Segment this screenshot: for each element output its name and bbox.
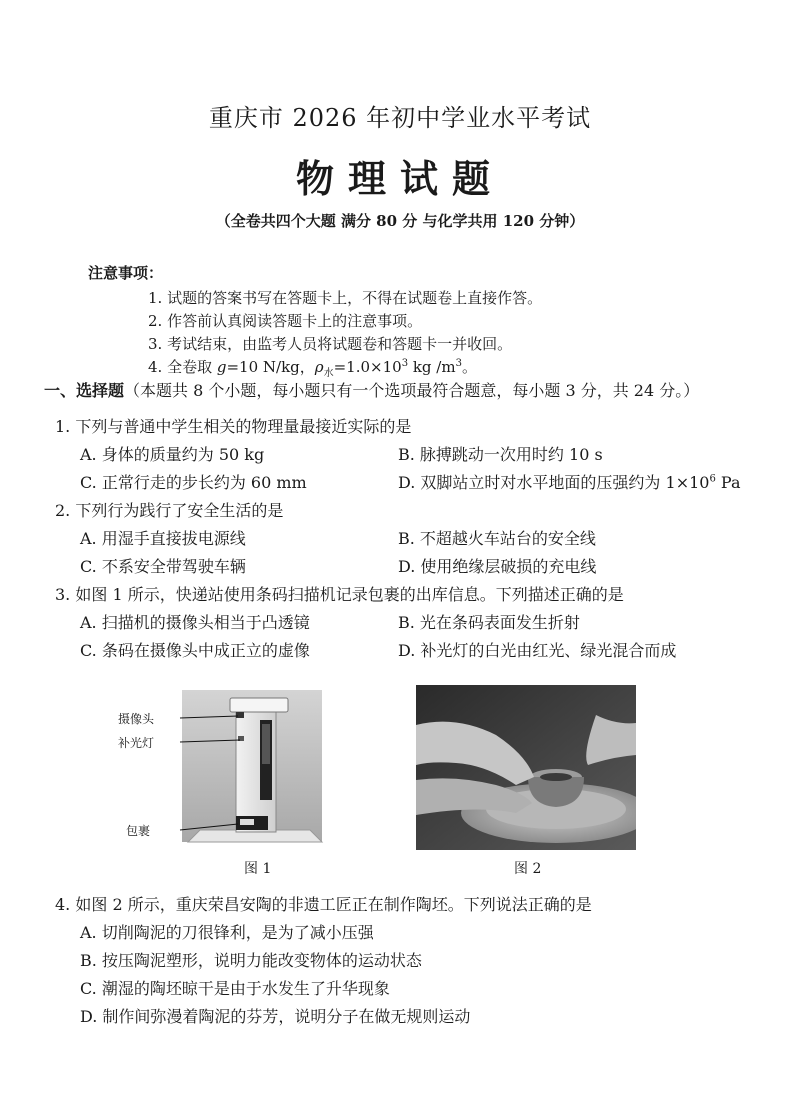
subject-title: 物理试题 (295, 156, 504, 201)
question-1-option-c: C. 正常行走的步长约为 60 mm (80, 473, 307, 492)
question-4-option-d: D. 制作间弥漫着陶泥的芬芳，说明分子在做无规则运动 (80, 1007, 471, 1026)
notice-heading: 注意事项： (88, 264, 164, 282)
question-3-option-c: C. 条码在摄像头中成正立的虚像 (80, 641, 310, 660)
figure-1-label-package: 包裹 (126, 824, 151, 838)
question-2-option-c: C. 不系安全带驾驶车辆 (80, 557, 246, 576)
question-1-option-b: B. 脉搏跳动一次用时约 10 s (398, 445, 603, 464)
figure-2-pottery (416, 685, 636, 850)
figure-1-label-camera: 摄像头 (118, 712, 155, 726)
question-4-option-c: C. 潮湿的陶坯晾干是由于水发生了升华现象 (80, 979, 390, 998)
notice-item: 3. 考试结束，由监考人员将试题卷和答题卡一并收回。 (148, 335, 513, 353)
question-3-option-d: D. 补光灯的白光由红光、绿光混合而成 (398, 641, 677, 660)
question-2-stem: 2. 下列行为践行了安全生活的是 (55, 501, 284, 520)
pottery-illustration (416, 685, 636, 850)
question-4-option-a: A. 切削陶泥的刀很锋利，是为了减小压强 (80, 923, 374, 942)
question-2-option-d: D. 使用绝缘层破损的充电线 (398, 557, 597, 576)
question-4-stem: 4. 如图 2 所示，重庆荣昌安陶的非遗工匠正在制作陶坯。下列说法正确的是 (55, 895, 592, 914)
exam-title: 重庆市 2026 年初中学业水平考试 (208, 104, 592, 132)
scanner-illustration (140, 690, 340, 850)
figure-2-caption: 图 2 (514, 861, 542, 877)
section-heading: 一、选择题（本题共 8 个小题，每小题只有一个选项最符合题意，每小题 3 分，共 24 分。） (44, 381, 700, 400)
figure-1-scanner (140, 690, 340, 850)
exam-info: （全卷共四个大题 满分 80 分 与化学共用 120 分钟） (215, 212, 585, 230)
question-2-option-a: A. 用湿手直接拔电源线 (80, 529, 246, 548)
notice-item: 2. 作答前认真阅读答题卡上的注意事项。 (148, 312, 423, 330)
notice-item: 1. 试题的答案书写在答题卡上，不得在试题卷上直接作答。 (148, 289, 543, 307)
question-4-option-b: B. 按压陶泥塑形，说明力能改变物体的运动状态 (80, 951, 422, 970)
question-3-stem: 3. 如图 1 所示，快递站使用条码扫描机记录包裹的出库信息。下列描述正确的是 (55, 585, 624, 604)
question-3-option-a: A. 扫描机的摄像头相当于凸透镜 (80, 613, 310, 632)
question-1-option-d: D. 双脚站立时对水平地面的压强约为 $1\times 10^6$ Pa (398, 473, 741, 492)
figure-1-label-light: 补光灯 (118, 736, 155, 750)
question-2-option-b: B. 不超越火车站台的安全线 (398, 529, 596, 548)
question-1-option-a: A. 身体的质量约为 50 kg (80, 445, 265, 464)
figure-1-caption: 图 1 (244, 861, 272, 877)
question-3-option-b: B. 光在条码表面发生折射 (398, 613, 580, 632)
notice-item-constants: 4. 全卷取 g=10 N/kg，$\rho_水=1.0\times 10^3$ kg $/m^3$。 (148, 358, 477, 379)
question-1-stem: 1. 下列与普通中学生相关的物理量最接近实际的是 (55, 417, 412, 436)
